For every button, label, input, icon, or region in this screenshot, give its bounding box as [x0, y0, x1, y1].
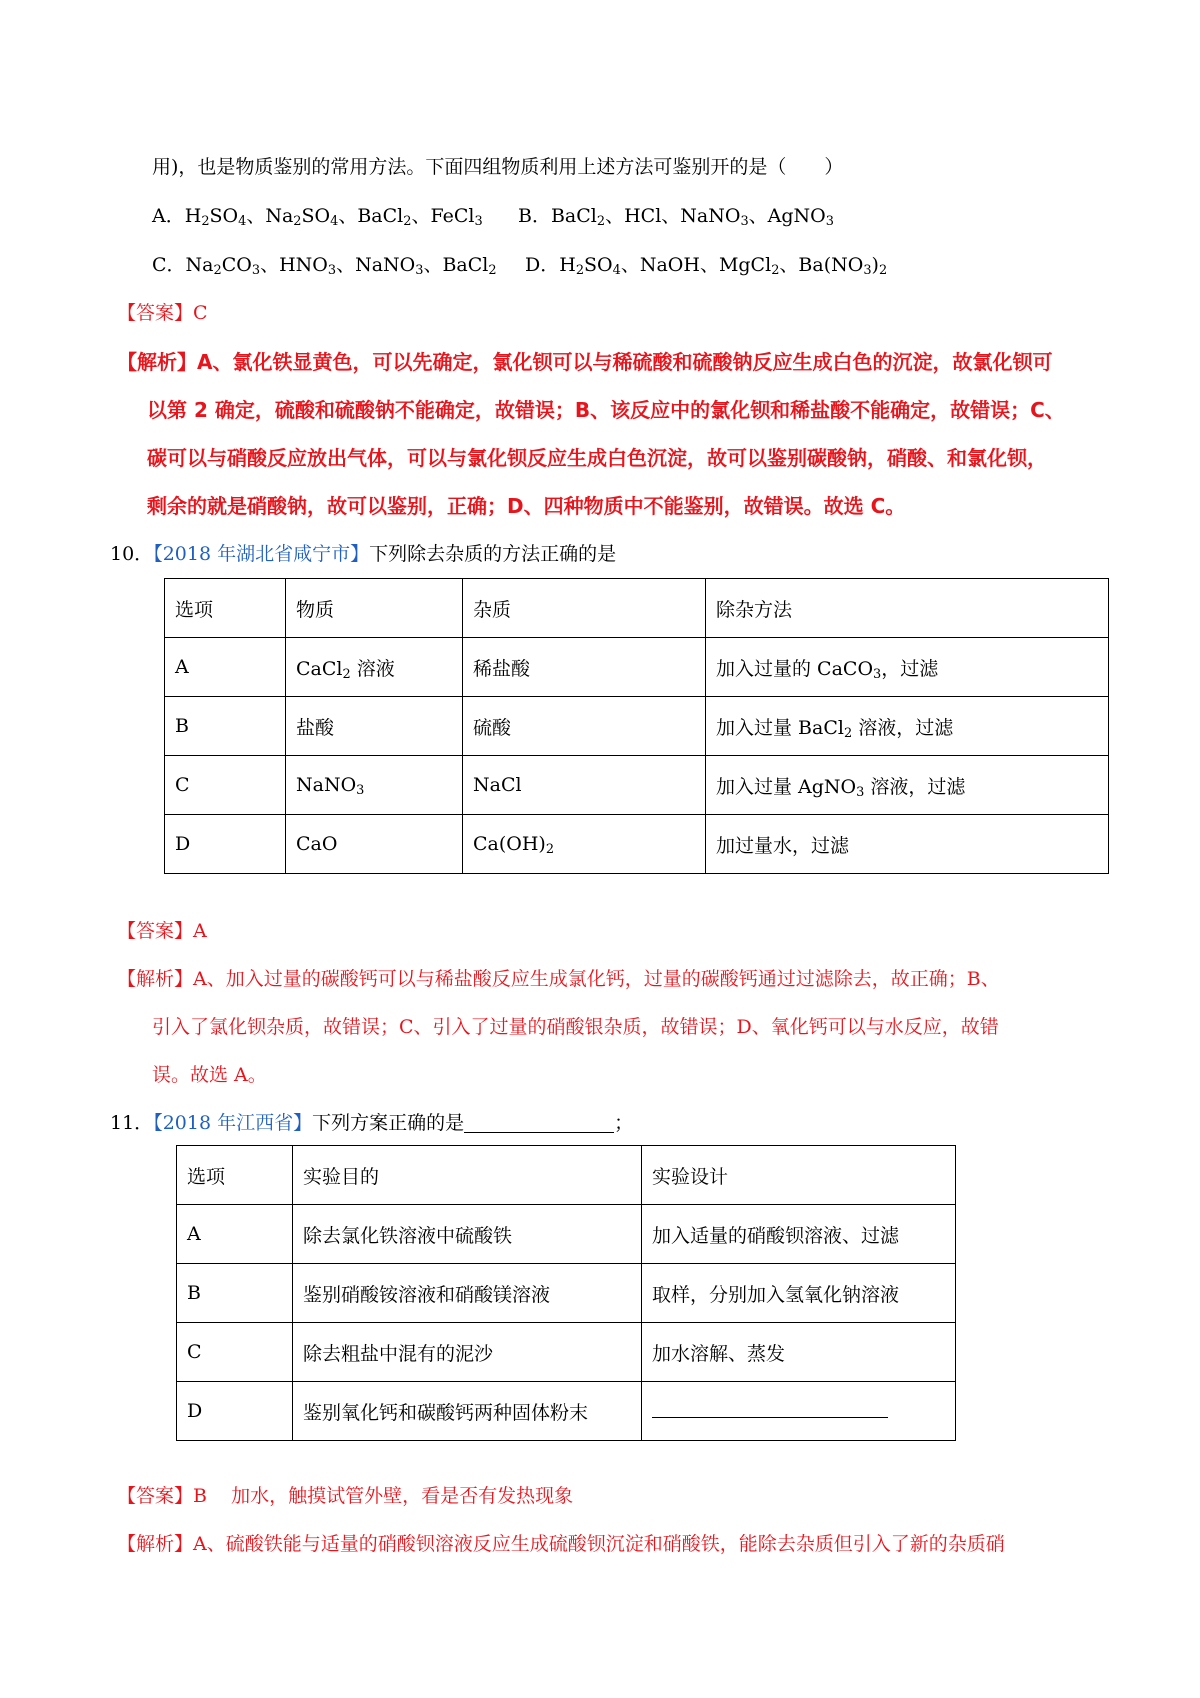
q9-option-d: D．$H_2SO_4$、NaOH、MgCl$_2$、$Ba(NO_3)_2$ — [525, 254, 888, 279]
q9-option-a: A．$H_2SO_4$、$Na_2SO_4$、BaCl$_2$、FeCl$_3$ — [152, 205, 483, 230]
q11-source: 【2018 年江西省】 — [153, 1112, 313, 1134]
table-row: B 盐酸 硫酸 加入过量 BaCl$_2$ 溶液，过滤 — [165, 697, 1109, 756]
q10-analysis-line-3: 误。故选 A。 — [152, 1064, 267, 1086]
q9-analysis-line-4: 剩余的就是硝酸钠，故可以鉴别，正确；D、四种物质中不能鉴别，故错误。故选 C。 — [147, 494, 906, 518]
q9-analysis-line-1: 【解析】A、氯化铁显黄色，可以先确定，氯化钡可以与稀硫酸和硫酸钠反应生成白色的沉淀，故氯化钡可 — [117, 350, 1053, 374]
table-row: A 除去氯化铁溶液中硫酸铁 加入适量的硝酸钡溶液、过滤 — [177, 1205, 956, 1264]
q11-analysis-line-1: 【解析】A、硫酸铁能与适量的硝酸钡溶液反应生成硫酸钡沉淀和硝酸铁，能除去杂质但引入了新的杂质硝 — [117, 1533, 1005, 1555]
table-row: A CaCl$_2$ 溶液 稀盐酸 加入过量的 CaCO$_3$，过滤 — [165, 638, 1109, 697]
table-row: C NaNO$_3$ NaCl 加入过量 AgNO$_3$ 溶液，过滤 — [165, 756, 1109, 815]
q9-stem-tail: 用)，也是物质鉴别的常用方法。下面四组物质利用上述方法可鉴别开的是（ ） — [152, 156, 844, 178]
table-row: D CaO $Ca(OH)_2$ 加过量水，过滤 — [165, 815, 1109, 874]
table-row: D 鉴别氧化钙和碳酸钙两种固体粉末 — [177, 1382, 956, 1441]
q10-table — [164, 578, 1109, 874]
q9-option-b: B．BaCl$_2$、HCl、NaNO$_3$、AgNO$_3$ — [518, 205, 834, 230]
q9-option-c: C．$Na_2CO_3$、$HNO_3$、NaNO$_3$、BaCl$_2$ — [152, 254, 497, 279]
q9-analysis-line-3: 碳可以与硝酸反应放出气体，可以与氯化钡反应生成白色沉淀，故可以鉴别碳酸钠，硝酸、和氯化钡， — [147, 446, 1047, 470]
table-row: C 除去粗盐中混有的泥沙 加水溶解、蒸发 — [177, 1323, 956, 1382]
q11-answer: 【答案】B 加水，触摸试管外壁，看是否有发热现象 — [117, 1485, 574, 1507]
q11-table — [176, 1145, 956, 1441]
table-header-row: 选项 实验目的 实验设计 — [177, 1146, 956, 1205]
table-row: B 鉴别硝酸铵溶液和硝酸镁溶液 取样，分别加入氢氧化钠溶液 — [177, 1264, 956, 1323]
design-blank-line — [652, 1407, 888, 1418]
q10-analysis-line-2: 引入了氯化钡杂质，故错误；C、引入了过量的硝酸银杂质，故错误；D、氧化钙可以与水反应，故错 — [152, 1016, 999, 1038]
q10-heading: 10．【2018 年湖北省咸宁市】下列除去杂质的方法正确的是 — [110, 543, 617, 565]
q10-source: 【2018 年湖北省咸宁市】 — [153, 543, 370, 565]
answer-blank[interactable] — [464, 1114, 614, 1133]
q9-answer: 【答案】C — [117, 302, 208, 324]
q11-heading: 11．【2018 年江西省】下列方案正确的是 ； — [110, 1112, 634, 1134]
q10-analysis-line-1: 【解析】A、加入过量的碳酸钙可以与稀盐酸反应生成氯化钙，过量的碳酸钙通过过滤除去，故正确；B、 — [117, 968, 1000, 990]
q9-analysis-line-2: 以第 2 确定，硫酸和硫酸钠不能确定，故错误；B、该反应中的氯化钡和稀盐酸不能确定，故错误；C、 — [147, 398, 1065, 422]
q10-answer: 【答案】A — [117, 920, 207, 942]
table-header-row: 选项 物质 杂质 除杂方法 — [165, 579, 1109, 638]
